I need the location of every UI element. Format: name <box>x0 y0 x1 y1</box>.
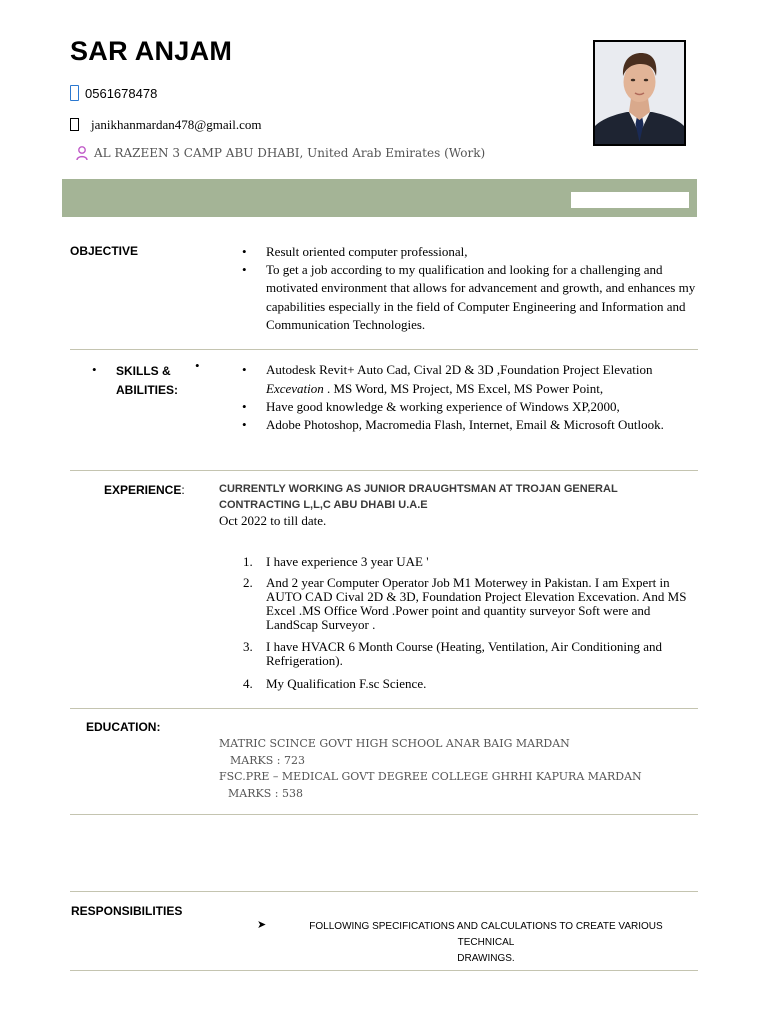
arrow-bullet-icon: ➤ <box>257 919 267 931</box>
education-label: EDUCATION: <box>86 720 161 734</box>
email-icon <box>70 118 79 131</box>
skills-item-2: • Have good knowledge & working experience of Windows XP,2000, <box>266 398 696 416</box>
skills-bullet: • <box>92 362 97 377</box>
education-marks-1: MARKS : 723 <box>230 753 305 767</box>
section-divider <box>70 891 698 892</box>
experience-item-2: 2. And 2 year Computer Operator Job M1 Moterwey in Pakistan. I am Expert in AUTO CAD Cival 2D & 3D, Foundation Project Elevation Excevation. And MS Excel .MS Office Word .Power point and quantity surveyor Soft were and LandScap Surveyor . <box>243 575 687 632</box>
education-details <box>219 736 689 802</box>
section-divider <box>70 814 698 815</box>
education-line-1: MATRIC SCINCE GOVT HIGH SCHOOL ANAR BAIG MARDAN <box>219 737 570 750</box>
header-band-box <box>571 192 689 208</box>
objective-item-2: • To get a job according to my qualification and looking for a challenging and motivated environment that allows for advancement and growth, and enhances my capabilities especially in the field of Computer Engineering and Information and Communication Technologies. <box>266 261 698 334</box>
experience-item-4: 4. My Qualification F.sc Science. <box>243 676 427 691</box>
skills-label: SKILLS & ABILITIES: <box>116 364 178 397</box>
experience-label: EXPERIENCE: <box>104 483 185 497</box>
responsibilities-label: RESPONSIBILITIES <box>71 904 183 918</box>
responsibility-item: FOLLOWING SPECIFICATIONS AND CALCULATIONS TO CREATE VARIOUS TECHNICAL DRAWINGS. <box>309 921 663 964</box>
education-marks-2: MARKS : 538 <box>228 786 303 800</box>
section-divider <box>70 970 698 971</box>
address-line <box>74 145 485 161</box>
section-divider <box>70 708 698 709</box>
experience-item-1: 1. I have experience 3 year UAE ' <box>243 554 429 569</box>
objective-label: OBJECTIVE <box>70 244 139 258</box>
location-icon <box>74 145 90 161</box>
profile-photo <box>593 40 686 146</box>
email-line <box>70 117 261 133</box>
address-text: AL RAZEEN 3 CAMP ABU DHABI, United Arab Emirates (Work) <box>94 146 486 160</box>
objective-item-1: • Result oriented computer professional, <box>266 243 696 261</box>
section-divider <box>70 470 698 471</box>
phone-number: 0561678478 <box>85 86 158 101</box>
experience-item-3: 3. I have HVACR 6 Month Course (Heating, Ventilation, Air Conditioning and Refrigeration). <box>243 639 662 668</box>
phone-line <box>70 85 157 101</box>
experience-date: Oct 2022 to till date. <box>219 513 327 528</box>
phone-icon <box>70 85 79 101</box>
skills-bullet-2: • <box>195 358 200 373</box>
education-line-2: FSC.PRE – MEDICAL GOVT DEGREE COLLEGE GHRHI KAPURA MARDAN <box>219 770 642 783</box>
experience-title: CURRENTLY WORKING AS JUNIOR DRAUGHTSMAN AT TROJAN GENERAL CONTRACTING L,L,C ABU DHABI U.A.E <box>219 483 618 511</box>
candidate-name: SAR ANJAM <box>70 36 233 66</box>
skills-item-3: • Adobe Photoshop, Macromedia Flash, Internet, Email & Microsoft Outlook. <box>266 416 696 434</box>
section-divider <box>70 349 698 350</box>
email-address[interactable]: janikhanmardan478@gmail.com <box>91 117 262 132</box>
skills-item-1: • Autodesk Revit+ Auto Cad, Cival 2D & 3D ,Foundation Project Elevation Excevation . MS Word, MS Project, MS Excel, MS Power Point, <box>266 361 696 398</box>
